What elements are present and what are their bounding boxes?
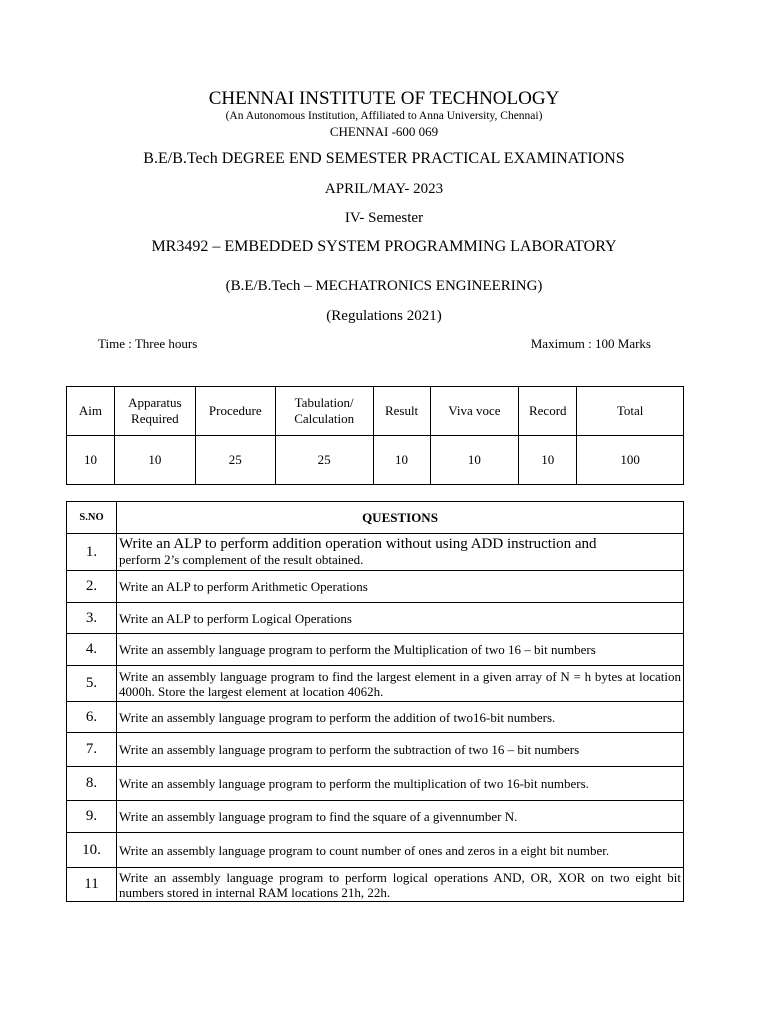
exam-title: B.E/B.Tech DEGREE END SEMESTER PRACTICAL EXAMINATIONS <box>143 150 625 167</box>
table-row <box>67 534 684 571</box>
sno-header: S.NO <box>67 502 117 534</box>
table-row <box>67 733 684 767</box>
table-row <box>67 603 684 634</box>
marks-value-cell: 10 <box>373 436 430 485</box>
marks-value-cell: 100 <box>577 436 684 485</box>
marks-distribution-table <box>66 386 684 485</box>
question-number: 9. <box>67 801 117 833</box>
marks-header-cell: Result <box>373 387 430 436</box>
marks-header-cell: Tabulation/ Calculation <box>275 387 373 436</box>
question-number: 11 <box>67 868 117 902</box>
question-text: Write an assembly language program to perform logical operations AND, OR, XOR on two eight bit numbers stored in internal RAM locations 21h, 22h. <box>117 868 684 902</box>
marks-value-cell: 10 <box>430 436 519 485</box>
table-row <box>67 833 684 868</box>
institution-subtitle: (An Autonomous Institution, Affiliated to Anna University, Chennai) <box>225 110 543 122</box>
marks-header-cell: Record <box>519 387 577 436</box>
table-row <box>67 634 684 666</box>
marks-value-row <box>67 436 684 485</box>
question-number: 6. <box>67 702 117 733</box>
question-text: Write an assembly language program to count number of ones and zeros in a eight bit number. <box>117 833 684 868</box>
table-row <box>67 702 684 733</box>
marks-value-cell: 10 <box>114 436 195 485</box>
table-row <box>67 666 684 702</box>
marks-header-cell: Total <box>577 387 684 436</box>
department: (B.E/B.Tech – MECHATRONICS ENGINEERING) <box>225 278 543 294</box>
questions-header-row <box>67 502 684 534</box>
regulations: (Regulations 2021) <box>326 308 442 324</box>
question-number: 2. <box>67 571 117 603</box>
table-row <box>67 571 684 603</box>
institution-city: CHENNAI -600 069 <box>329 124 439 139</box>
question-text: Write an ALP to perform Arithmetic Operations <box>117 571 684 603</box>
question-text: Write an ALP to perform Logical Operations <box>117 603 684 634</box>
question-text: Write an assembly language program to find the largest element in a given array of N = h bytes at location 4000h. Store the largest element at location 4062h. <box>117 666 684 702</box>
question-number: 5. <box>67 666 117 702</box>
question-text <box>117 534 684 571</box>
course-title: MR3492 – EMBEDDED SYSTEM PROGRAMMING LABORATORY <box>151 238 617 255</box>
question-number: 1. <box>67 534 117 571</box>
table-row <box>67 868 684 902</box>
question-text-line: Write an ALP to perform addition operation without using ADD instruction and <box>119 535 597 552</box>
question-text: Write an assembly language program to perform the multiplication of two 16-bit numbers. <box>117 767 684 801</box>
marks-value-cell: 25 <box>275 436 373 485</box>
questions-table <box>66 501 684 902</box>
marks-header-cell: Apparatus Required <box>114 387 195 436</box>
question-number: 10. <box>67 833 117 868</box>
exam-duration: Time : Three hours <box>98 336 198 351</box>
marks-header-cell: Viva voce <box>430 387 519 436</box>
question-text: Write an assembly language program to perform the addition of two16-bit numbers. <box>117 702 684 733</box>
institution-name: CHENNAI INSTITUTE OF TECHNOLOGY <box>208 88 560 109</box>
question-number: 7. <box>67 733 117 767</box>
semester: IV- Semester <box>344 210 424 226</box>
marks-header-cell: Procedure <box>195 387 275 436</box>
table-row <box>67 767 684 801</box>
marks-header-cell: Aim <box>67 387 115 436</box>
question-text: Write an assembly language program to perform the subtraction of two 16 – bit numbers <box>117 733 684 767</box>
exam-session: APRIL/MAY- 2023 <box>324 181 444 197</box>
question-text-line: perform 2’s complement of the result obtained. <box>119 551 364 567</box>
question-number: 3. <box>67 603 117 634</box>
marks-value-cell: 10 <box>519 436 577 485</box>
question-text: Write an assembly language program to perform the Multiplication of two 16 – bit numbers <box>117 634 684 666</box>
question-number: 4. <box>67 634 117 666</box>
marks-value-cell: 25 <box>195 436 275 485</box>
maximum-marks: Maximum : 100 Marks <box>530 336 651 351</box>
question-text: Write an assembly language program to find the square of a givennumber N. <box>117 801 684 833</box>
marks-value-cell: 10 <box>67 436 115 485</box>
table-row <box>67 801 684 833</box>
questions-header: QUESTIONS <box>117 502 684 534</box>
marks-header-row <box>67 387 684 436</box>
question-number: 8. <box>67 767 117 801</box>
